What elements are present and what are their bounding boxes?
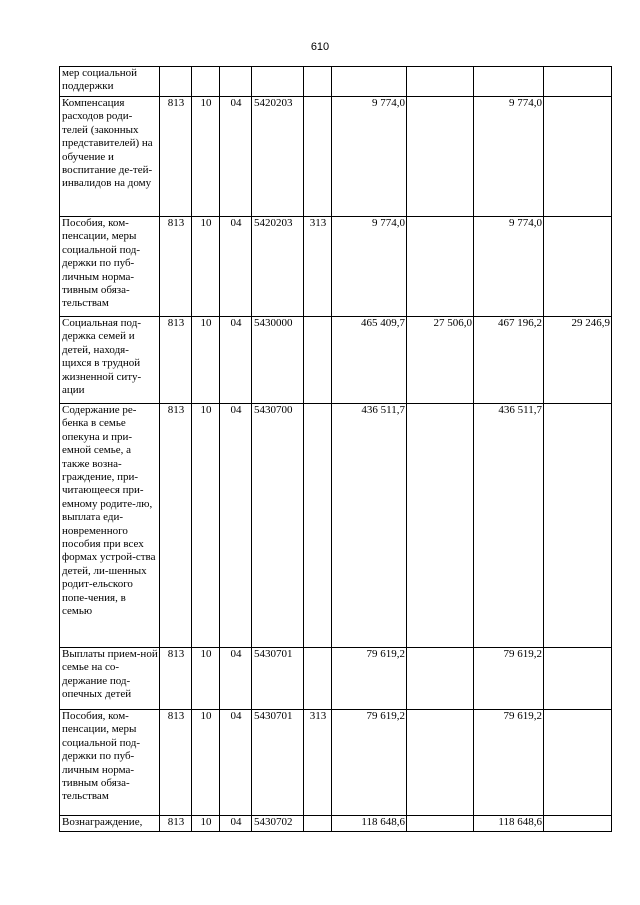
cell-target-item: [252, 67, 304, 97]
cell-sum-2: [407, 710, 474, 816]
cell-sum-3: 436 511,7: [474, 404, 544, 648]
cell-ministry-code: 813: [160, 710, 192, 816]
cell-sum-3: 9 774,0: [474, 97, 544, 217]
cell-sum-2: [407, 404, 474, 648]
cell-subsection: 04: [220, 97, 252, 217]
cell-sum-2: [407, 816, 474, 832]
cell-sum-2: [407, 97, 474, 217]
table-row: [60, 404, 612, 648]
cell-subsection: 04: [220, 404, 252, 648]
cell-subsection: [220, 67, 252, 97]
cell-ministry-code: 813: [160, 97, 192, 217]
cell-section: 10: [192, 317, 220, 404]
cell-name: Компенсация расходов роди-телей (законных представителей) на обучение и воспитание де-тей-инвалидов на дому: [60, 97, 160, 217]
table-row: [60, 97, 612, 217]
cell-sum-4: [544, 67, 612, 97]
cell-sum-2: [407, 67, 474, 97]
cell-sum-2: [407, 217, 474, 317]
cell-name: Пособия, ком-пенсации, меры социальной под-держки по пуб-личным норма-тивным обяза-тельствам: [60, 217, 160, 317]
table-row: [60, 317, 612, 404]
cell-name: мер социальной поддержки: [60, 67, 160, 97]
cell-target-item: 5430700: [252, 404, 304, 648]
cell-sum-1: 9 774,0: [332, 97, 407, 217]
cell-sum-1: 79 619,2: [332, 648, 407, 710]
cell-sum-3: 9 774,0: [474, 217, 544, 317]
cell-expense-type: [304, 317, 332, 404]
cell-name: Вознаграждение,: [60, 816, 160, 832]
table-row: [60, 67, 612, 97]
cell-sum-1: 79 619,2: [332, 710, 407, 816]
cell-sum-1: 465 409,7: [332, 317, 407, 404]
cell-target-item: 5420203: [252, 97, 304, 217]
table-row: [60, 816, 612, 832]
cell-sum-1: 118 648,6: [332, 816, 407, 832]
cell-ministry-code: 813: [160, 816, 192, 832]
cell-expense-type: [304, 816, 332, 832]
cell-target-item: 5420203: [252, 217, 304, 317]
cell-sum-2: 27 506,0: [407, 317, 474, 404]
cell-sum-1: 436 511,7: [332, 404, 407, 648]
cell-ministry-code: 813: [160, 404, 192, 648]
cell-ministry-code: [160, 67, 192, 97]
cell-sum-4: [544, 816, 612, 832]
cell-sum-3: [474, 67, 544, 97]
cell-expense-type: [304, 404, 332, 648]
cell-section: 10: [192, 217, 220, 317]
cell-name: Выплаты прием-ной семье на со-держание под-опечных детей: [60, 648, 160, 710]
cell-sum-1: [332, 67, 407, 97]
cell-sum-2: [407, 648, 474, 710]
cell-ministry-code: 813: [160, 217, 192, 317]
cell-target-item: 5430000: [252, 317, 304, 404]
cell-subsection: 04: [220, 217, 252, 317]
cell-name: Содержание ре-бенка в семье опекуна и при-емной семье, а также возна-граждение, при-читающееся при-емному родите-лю, выплата еди-новременного пособия при всех формах устрой-ства детей, ли-шенных родит-ельского попе-чения, в семью: [60, 404, 160, 648]
cell-sum-4: [544, 404, 612, 648]
cell-sum-3: 79 619,2: [474, 648, 544, 710]
cell-sum-3: 79 619,2: [474, 710, 544, 816]
cell-expense-type: 313: [304, 710, 332, 816]
cell-sum-4: [544, 710, 612, 816]
cell-section: 10: [192, 816, 220, 832]
cell-section: 10: [192, 710, 220, 816]
cell-subsection: 04: [220, 710, 252, 816]
cell-section: 10: [192, 648, 220, 710]
cell-subsection: 04: [220, 648, 252, 710]
budget-table-body: [60, 67, 612, 832]
cell-ministry-code: 813: [160, 648, 192, 710]
cell-expense-type: 313: [304, 217, 332, 317]
cell-sum-3: 467 196,2: [474, 317, 544, 404]
cell-sum-4: [544, 217, 612, 317]
cell-target-item: 5430702: [252, 816, 304, 832]
table-row: [60, 217, 612, 317]
page-number: 610: [310, 41, 330, 53]
cell-sum-1: 9 774,0: [332, 217, 407, 317]
cell-ministry-code: 813: [160, 317, 192, 404]
cell-expense-type: [304, 97, 332, 217]
cell-name: Социальная под-держка семей и детей, находя-щихся в трудной жизненной ситу-ации: [60, 317, 160, 404]
cell-expense-type: [304, 648, 332, 710]
cell-expense-type: [304, 67, 332, 97]
cell-target-item: 5430701: [252, 648, 304, 710]
table-row: [60, 648, 612, 710]
table-row: [60, 710, 612, 816]
cell-section: 10: [192, 404, 220, 648]
cell-section: [192, 67, 220, 97]
cell-subsection: 04: [220, 816, 252, 832]
cell-subsection: 04: [220, 317, 252, 404]
cell-sum-4: 29 246,9: [544, 317, 612, 404]
budget-table: [59, 66, 612, 832]
cell-section: 10: [192, 97, 220, 217]
cell-sum-4: [544, 648, 612, 710]
cell-name: Пособия, ком-пенсации, меры социальной под-держки по пуб-личным норма-тивным обяза-тельствам: [60, 710, 160, 816]
cell-target-item: 5430701: [252, 710, 304, 816]
cell-sum-3: 118 648,6: [474, 816, 544, 832]
cell-sum-4: [544, 97, 612, 217]
